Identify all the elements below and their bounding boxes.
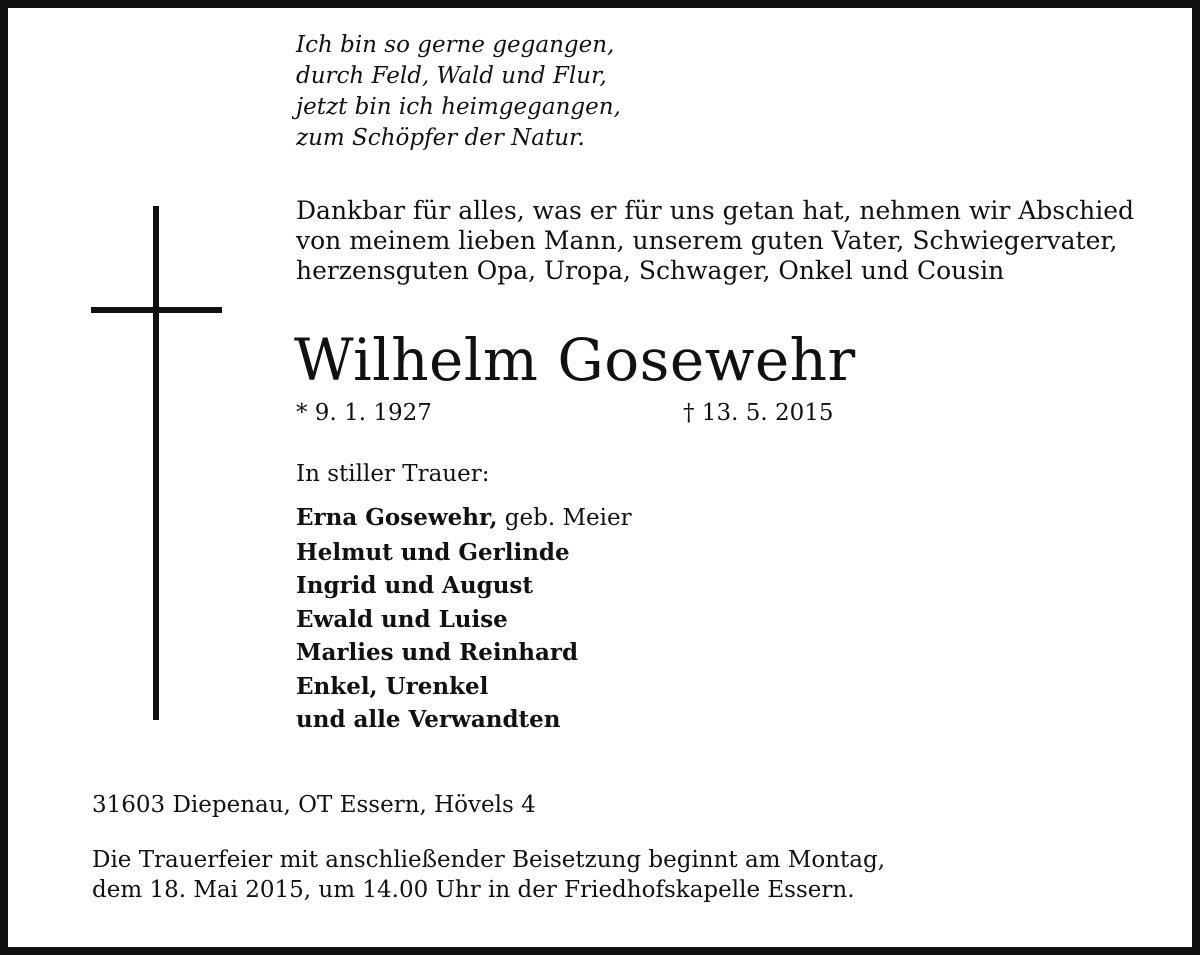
family-member-name: Erna Gosewehr,	[296, 504, 498, 531]
intro-line: Dankbar für alles, was er für uns getan hat, nehmen wir Abschied	[296, 196, 1135, 225]
family-member: Marlies und Reinhard	[296, 639, 579, 666]
poem-line: zum Schöpfer der Natur.	[296, 125, 585, 151]
mourning-label: In stiller Trauer:	[296, 461, 490, 487]
birth-date: * 9. 1. 1927	[296, 400, 432, 426]
family-member	[296, 501, 632, 536]
cross-vertical-bar	[153, 206, 159, 720]
family-member: Helmut und Gerlinde	[296, 538, 570, 566]
family-member: und alle Verwandten	[296, 706, 561, 733]
family-member: Ewald und Luise	[296, 605, 508, 633]
intro-line: herzensguten Opa, Uropa, Schwager, Onkel und Cousin	[296, 256, 1005, 285]
poem-line: Ich bin so gerne gegangen,	[296, 32, 615, 58]
poem	[296, 30, 621, 154]
funeral-line: Die Trauerfeier mit anschließender Beisetzung beginnt am Montag,	[92, 847, 886, 873]
family-list	[296, 501, 632, 737]
deceased-name: Wilhelm Gosewehr	[294, 326, 856, 394]
cross-horizontal-bar	[91, 307, 222, 313]
intro-text	[296, 196, 1134, 286]
family-member: Ingrid und August	[296, 572, 533, 599]
funeral-line: dem 18. Mai 2015, um 14.00 Uhr in der Friedhofskapelle Essern.	[92, 877, 855, 903]
intro-line: von meinem lieben Mann, unserem guten Vater, Schwiegervater,	[296, 226, 1118, 255]
family-member-note: geb. Meier	[497, 505, 632, 531]
family-member: Enkel, Urenkel	[296, 672, 489, 700]
address: 31603 Diepenau, OT Essern, Hövels 4	[92, 792, 536, 818]
poem-line: jetzt bin ich heimgegangen,	[296, 94, 621, 120]
poem-line: durch Feld, Wald und Flur,	[296, 63, 607, 89]
funeral-info	[92, 845, 885, 905]
death-date: † 13. 5. 2015	[683, 400, 834, 426]
